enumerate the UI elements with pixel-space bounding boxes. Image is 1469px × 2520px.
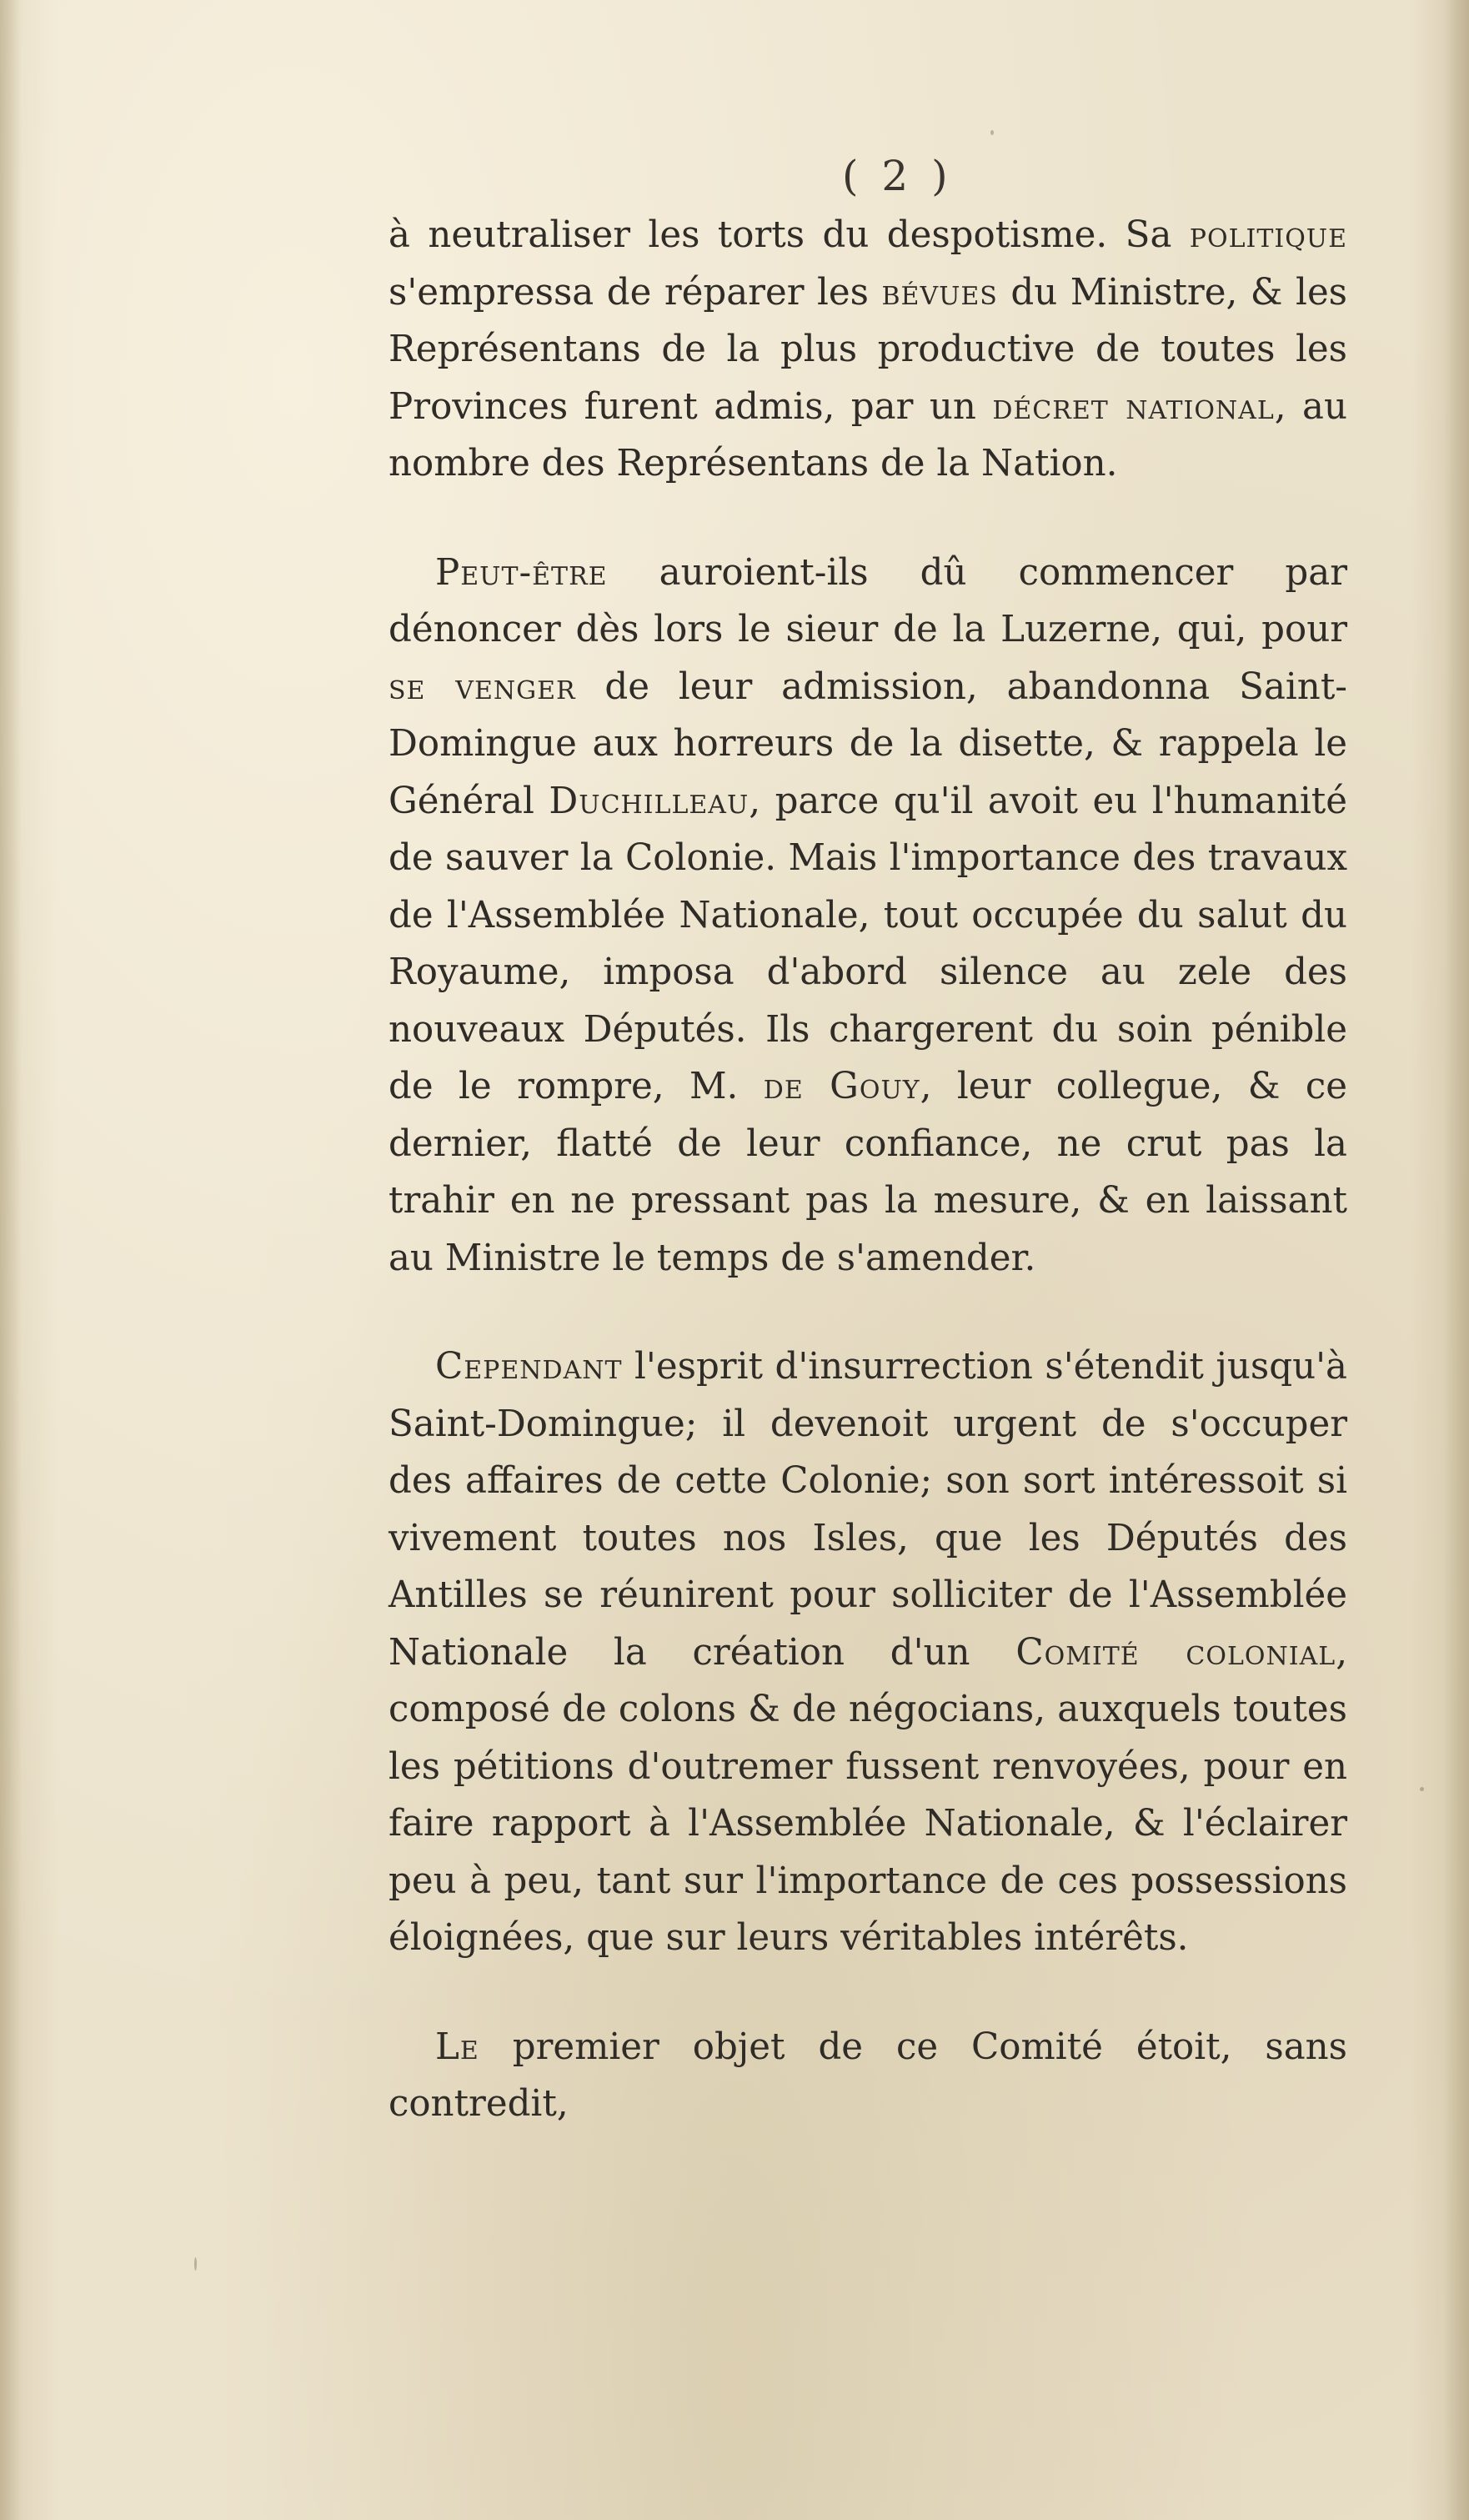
smallcaps-text: de Gouy — [763, 1066, 920, 1107]
text-run: premier objet de ce Comité étoit, sans contredit, — [389, 2026, 1347, 2125]
text-run: de leur admission, abandonna Saint-Domingue aux horreurs de la disette, & rappela le Général — [389, 665, 1347, 822]
smallcaps-text: Le — [435, 2026, 479, 2068]
smallcaps-text: Cependant — [435, 1346, 623, 1388]
paragraph — [389, 1338, 1347, 1967]
smallcaps-text: Comité colonial — [1015, 1631, 1336, 1674]
text-run: du Ministre, & les Représentans de la plus productive de toutes les Provinces furent admis, par un — [389, 271, 1348, 428]
body-text — [389, 207, 1347, 2133]
smallcaps-text: bévues — [881, 271, 998, 314]
smallcaps-text: décret national — [992, 385, 1275, 428]
paper-speck — [990, 130, 994, 135]
paper-speck — [194, 2257, 197, 2271]
smallcaps-text: se venger — [389, 665, 576, 708]
text-run: , parce qu'il avoit eu l'humanité de sauver la Colonie. Mais l'importance des travaux de l'Assemblée Nationale, tout occupée du salut du Royaume, imposa d'abord silence au zele des nouveaux Députés. Ils chargerent du soin pénible de le rompre, M. — [389, 780, 1347, 1107]
smallcaps-text: Duchilleau — [549, 780, 750, 822]
paragraph — [389, 207, 1347, 493]
text-run: , au nombre des Représentans de la Nation. — [389, 385, 1348, 484]
text-run: auroient-ils dû commencer par dénoncer dès lors le sieur de la Luzerne, qui, pour — [389, 551, 1347, 650]
paragraph — [389, 545, 1347, 1288]
text-run: à neutraliser les torts du despotisme. Sa — [389, 214, 1190, 256]
text-run: l'esprit d'insurrection s'étendit jusqu'à Saint-Domingue; il devenoit urgent de s'occuper des affaires de cette Colonie; son sort intéressoit si vivement toutes nos Isles, que les Députés des Antilles se réunirent pour solliciter de l'Assemblée Nationale la création d'un — [389, 1346, 1347, 1674]
smallcaps-text: politique — [1189, 214, 1347, 256]
text-run: , leur collegue, & ce dernier, flatté de leur confiance, ne crut pas la trahir en ne pressant pas la mesure, & en laissant au Ministre le temps de s'amender. — [389, 1066, 1348, 1279]
page-edge-right — [1444, 0, 1469, 2520]
smallcaps-text: Peut-être — [435, 551, 608, 594]
paragraph — [389, 2019, 1347, 2133]
page-edge-left — [0, 0, 22, 2520]
paper-speck — [1420, 1787, 1424, 1791]
text-run: , composé de colons & de négocians, auxquels toutes les pétitions d'outremer fussent renvoyées, pour en faire rapport à l'Assemblée Nationale, & l'éclairer peu à peu, tant sur l'importance de ces possessions éloignées, que sur leurs véritables intérêts. — [389, 1631, 1348, 1959]
text-run: s'empressa de réparer les — [389, 271, 882, 314]
page-number: ( 2 ) — [842, 152, 953, 200]
